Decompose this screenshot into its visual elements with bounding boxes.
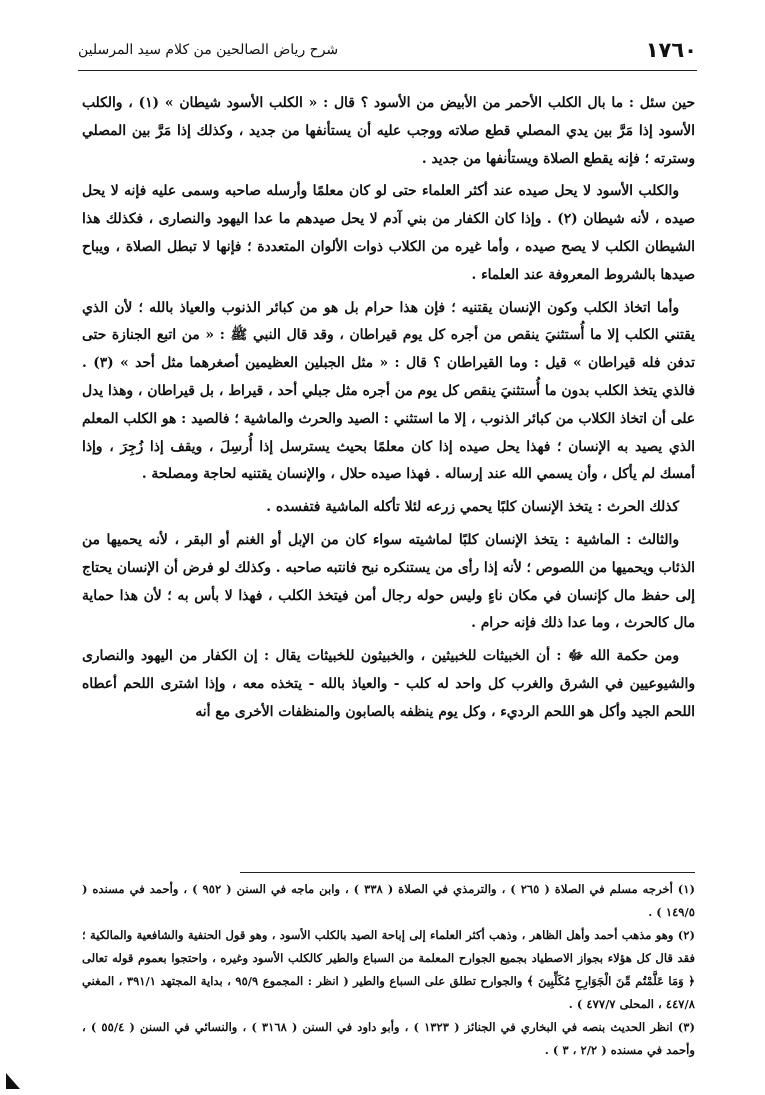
footnotes-divider bbox=[240, 872, 695, 873]
footnote-3: (٣) انظر الحديث بنصه في البخاري في الجنائز ( ١٣٢٣ ) ، وأبو داود في السنن ( ٣١٦٨ ) ، والنسائي في السنن ( ٥٥/٤ ) ، وأحمد في مسنده ( ٢/٢ ، ٣ ) . bbox=[82, 1020, 696, 1057]
page-header bbox=[78, 36, 697, 71]
paragraph-4: كذلك الحرث : يتخذ الإنسان كلبًا يحمي زرعه لئلا تأكله الماشية فتفسده . bbox=[266, 499, 679, 516]
paragraph-3: وأما اتخاذ الكلب وكون الإنسان يقتنيه ؛ فإن هذا حرام بل هو من كبائر الذنوب والعياذ بالله ؛ لأن الذي يقتني الكلب إلا ما أُستثنيَ ينقص من أجره كل يوم قيراطان ، وقد قال النبي ﷺ : « من اتبع الجنازة حتى تدفن فله قيراطان » قيل : وما القيراطان ؟ قال : « مثل الجبلين العظيمين أصغرهما مثل أحد » (٣) . فالذي يتخذ الكلب بدون ما أُستثنيَ ينقص كل يوم من أجره مثل جبلي أحد ، قيراط ، بل قيراطان ، وهذا يدل على أن اتخاذ الكلاب من كبائر الذنوب ، إلا ما استثني : الصيد والحرث والماشية ؛ فالصيد : هو الكلب المعلم الذي يصيد به الإنسان ؛ فهذا يحل صيده إذا كان معلمًا بحيث يسترسل إذا أُرسِلَ ، ويقف إذا زُجِرَ ، وإذا أمسك لم يأكل ، وأن يسمي الله عند إرساله . فهذا صيده حلال ، والإنسان يقتنيه لحاجة ومصلحة . bbox=[82, 299, 695, 483]
paragraph-2: والكلب الأسود لا يحل صيده عند أكثر العلماء حتى لو كان معلمًا وأرسله صاحبه وسمى عليه فإنه لا يحل صيده ، لأنه شيطان (٢) . وإذا كان الكفار من بني آدم لا يحل صيدهم ما عدا اليهود والنصارى ، فكذلك هذا الشيطان الكلب لا يصح صيده ، وأما غيره من الكلاب ذوات الألوان المتعددة ؛ فإنها لا تبطل الصلاة ، ويباح صيدها بالشروط المعروفة عند العلماء . bbox=[82, 183, 696, 283]
page-corner-mark bbox=[6, 1073, 20, 1089]
running-title: شرح رياض الصالحين من كلام سيد المرسلين bbox=[78, 42, 339, 58]
footnote-1: (١) أخرجه مسلم في الصلاة ( ٢٦٥ ) ، والترمذي في الصلاة ( ٣٣٨ ) ، وابن ماجه في السنن ( ٩٥٢ ) ، وأحمد في مسنده ( ١٤٩/٥ ) . bbox=[82, 882, 696, 919]
page-number: ١٧٦٠ bbox=[645, 38, 697, 62]
footnote-2: (٢) وهو مذهب أحمد وأهل الظاهر ، وذهب أكثر العلماء إلى إباحة الصيد بالكلب الأسود ، وهو قول الحنفية والشافعية والمالكية ؛ فقد قال كل هؤلاء بجواز الاصطياد بجميع الجوارح المعلمة من السباع والطير كالكلب الأسود وغيره ، واحتجوا بعموم قوله تعالى ﴿ وَمَا عَلَّمْتُم مِّنَ الْجَوَارِحِ مُكَلِّبِينَ ﴾ والجوارح تطلق على السباع والطير ( انظر : المجموع ٩٥/٩ ، بداية المجتهد ٣٩١/١ ، المغني ٤٤٧/٨ ، المحلى ٤٧٧/٧ ) . bbox=[82, 928, 695, 1011]
paragraph-6: ومن حكمة الله ﷻ : أن الخبيثات للخبيثين ، والخبيثون للخبيثات يقال : إن الكفار من اليهود والنصارى والشيوعيين في الشرق والغرب كل واحد له كلب - والعياذ بالله - يتخذه معه ، وإذا اشترى اللحم أعطاه اللحم الجيد وأكل هو اللحم الرديء ، وكل يوم ينظفه بالصابون والمنظفات الأخرى مع أنه bbox=[82, 648, 695, 720]
paragraph-1: حين سئل : ما بال الكلب الأحمر من الأبيض من الأسود ؟ قال : « الكلب الأسود شيطان » (١) ، والكلب الأسود إذا مَرَّ بين يدي المصلي قطع صلاته ووجب عليه أن يستأنفها من جديد ، وكذلك إذا مَرَّ بين المصلي وسترته ؛ فإنه يقطع الصلاة ويستأنفها من جديد . bbox=[82, 95, 695, 167]
main-text bbox=[82, 90, 695, 732]
footnotes bbox=[82, 878, 695, 1062]
paragraph-5: والثالث : الماشية : يتخذ الإنسان كلبًا لماشيته سواء كان من الإبل أو الغنم أو البقر ، لأنه يحميها من الذئاب ويحميها من اللصوص ؛ لأنه إذا رأى من يستنكره نبح فانتبه صاحبه . وكذلك لو فرض أن الإنسان يحتاج إلى حفظ مال كإنسان في مكان ناءٍ وليس حوله رجال أمن فيتخذ الكلب ، فهذا لا بأس به ؛ لأن هذا حماية مال كالحرث ، وما عدا ذلك فإنه حرام . bbox=[82, 531, 695, 632]
